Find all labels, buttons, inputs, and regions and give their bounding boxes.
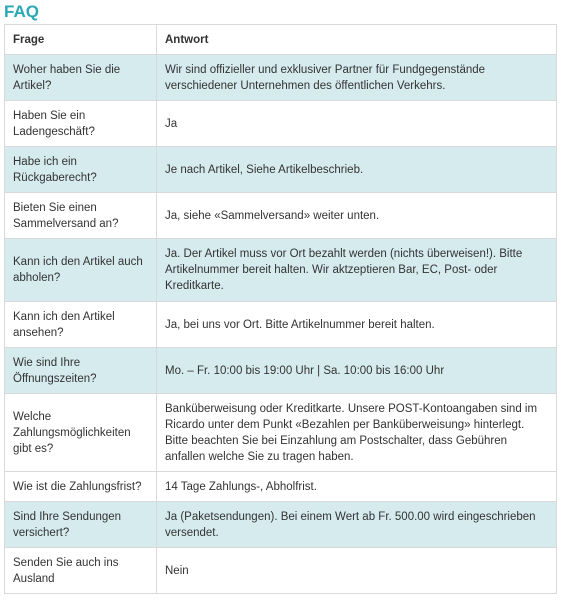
faq-table	[4, 24, 557, 594]
table-row	[5, 502, 557, 548]
answer-cell: Mo. – Fr. 10:00 bis 19:00 Uhr | Sa. 10:00 bis 16:00 Uhr	[157, 348, 557, 394]
answer-cell: Wir sind offizieller und exklusiver Partner für Fundgegenstände verschiedener Unternehmen des öffentlichen Verkehrs.	[157, 55, 557, 101]
answer-cell: Ja (Paketsendungen). Bei einem Wert ab Fr. 500.00 wird eingeschrieben versendet.	[157, 502, 557, 548]
answer-cell: Ja. Der Artikel muss vor Ort bezahlt werden (nichts überweisen!). Bitte Artikelnummer bereit halten. Wir aktzeptieren Bar, EC, Post- oder Kreditkarte.	[157, 239, 557, 302]
answer-cell: 14 Tage Zahlungs-, Abholfrist.	[157, 472, 557, 502]
page-title: FAQ	[4, 2, 39, 21]
question-cell: Welche Zahlungsmöglichkeiten gibt es?	[5, 394, 157, 472]
column-header-answer: Antwort	[157, 25, 557, 55]
question-cell: Haben Sie ein Ladengeschäft?	[5, 101, 157, 147]
table-row	[5, 472, 557, 502]
table-row	[5, 147, 557, 193]
table-row	[5, 239, 557, 302]
answer-cell: Ja, bei uns vor Ort. Bitte Artikelnummer bereit halten.	[157, 302, 557, 348]
answer-cell: Ja, siehe «Sammelversand» weiter unten.	[157, 193, 557, 239]
table-row	[5, 55, 557, 101]
table-row	[5, 101, 557, 147]
column-header-question: Frage	[5, 25, 157, 55]
answer-cell: Je nach Artikel, Siehe Artikelbeschrieb.	[157, 147, 557, 193]
table-row	[5, 193, 557, 239]
answer-cell: Ja	[157, 101, 557, 147]
table-row	[5, 348, 557, 394]
question-cell: Wie ist die Zahlungsfrist?	[5, 472, 157, 502]
question-cell: Wie sind Ihre Öffnungszeiten?	[5, 348, 157, 394]
table-row	[5, 394, 557, 472]
question-cell: Woher haben Sie die Artikel?	[5, 55, 157, 101]
question-cell: Habe ich ein Rückgaberecht?	[5, 147, 157, 193]
question-cell: Sind Ihre Sendungen versichert?	[5, 502, 157, 548]
answer-cell: Nein	[157, 548, 557, 594]
question-cell: Bieten Sie einen Sammelversand an?	[5, 193, 157, 239]
question-cell: Senden Sie auch ins Ausland	[5, 548, 157, 594]
table-row	[5, 548, 557, 594]
table-header-row	[5, 25, 557, 55]
question-cell: Kann ich den Artikel auch abholen?	[5, 239, 157, 302]
table-row	[5, 302, 557, 348]
question-cell: Kann ich den Artikel ansehen?	[5, 302, 157, 348]
answer-cell: Banküberweisung oder Kreditkarte. Unsere POST-Kontoangaben sind im Ricardo unter dem Punkt «Bezahlen per Banküberweisung» hinterlegt. Bitte beachten Sie bei Einzahlung am Postschalter, dass Gebühren anfallen welche Sie zu tragen haben.	[157, 394, 557, 472]
